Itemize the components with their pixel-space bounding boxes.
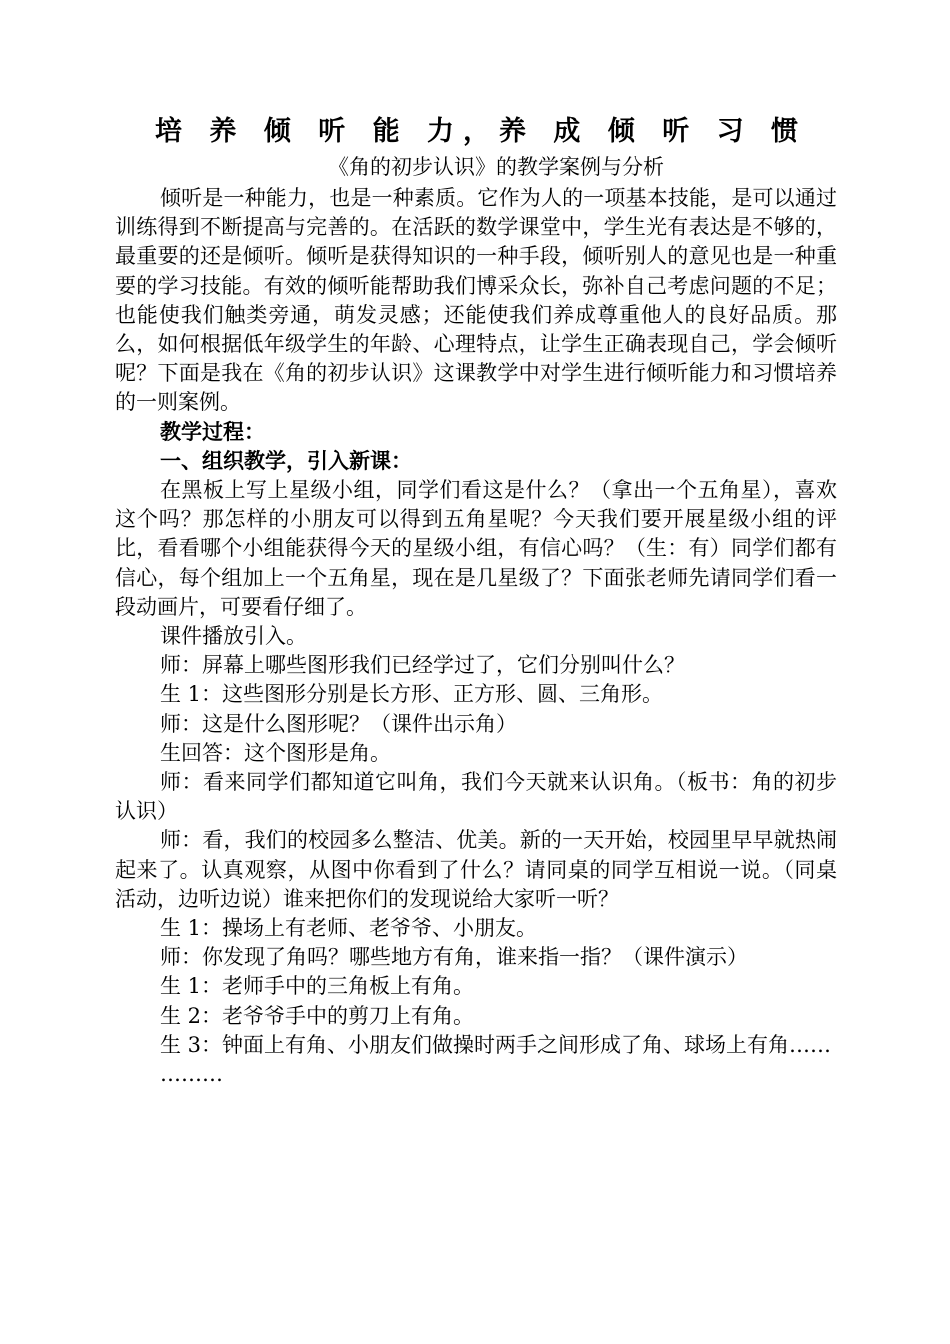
section-heading: 教学过程： <box>160 419 265 444</box>
dialogue-line: 生 1：这些图形分别是长方形、正方形、圆、三角形。 <box>160 682 664 707</box>
step-heading: 一、组织教学，引入新课： <box>160 448 412 473</box>
dialogue-line: 生 3：钟面上有角、小朋友们做操时两手之间形成了角、球场上有角…… <box>160 1032 832 1057</box>
document-subtitle: 《角的初步认识》的教学案例与分析 <box>328 155 664 179</box>
dialogue-line: 生 2：老爷爷手中的剪刀上有角。 <box>160 1003 475 1028</box>
dialogue-line: 师：你发现了角吗？哪些地方有角，谁来指一指？（课件演示） <box>160 945 748 970</box>
paragraph-courseware: 课件播放引入。 <box>160 624 307 649</box>
dialogue-line: 师：这是什么图形呢？（课件出示角） <box>160 711 517 736</box>
dialogue-line: 生 1：操场上有老师、老爷爷、小朋友。 <box>160 916 538 941</box>
dialogue-line: 师：看，我们的校园多么整洁、优美。新的一天开始，校园里早早就热闹起来了。认真观察，从图中你看到了什么？请同桌的同学互相说一说。（同桌活动，边听边说）谁来把你们的发现说给大家听一听？ <box>115 828 837 911</box>
ellipsis-line: ……… <box>160 1062 223 1087</box>
document-body <box>115 184 837 1089</box>
dialogue-line: 生 1：老师手中的三角板上有角。 <box>160 974 475 999</box>
dialogue-line: 师：屏幕上哪些图形我们已经学过了，它们分别叫什么？ <box>160 653 685 678</box>
dialogue-line: 师：看来同学们都知道它叫角，我们今天就来认识角。（板书：角的初步认识） <box>115 770 837 824</box>
paragraph-star-group: 在黑板上写上星级小组，同学们看这是什么？（拿出一个五角星），喜欢这个吗？那怎样的小朋友可以得到五角星呢？今天我们要开展星级小组的评比，看看哪个小组能获得今天的星级小组，有信心吗？（生：有）同学们都有信心，每个组加上一个五角星，现在是几星级了？下面张老师先请同学们看一段动画片，可要看仔细了。 <box>115 478 837 619</box>
dialogue-line: 生回答：这个图形是角。 <box>160 740 391 765</box>
document-title: 培 养 倾 听 能 力，养 成 倾 听 习 惯 <box>155 116 807 147</box>
intro-paragraph: 倾听是一种能力，也是一种素质。它作为人的一项基本技能，是可以通过训练得到不断提高与完善的。在活跃的数学课堂中，学生光有表达是不够的，最重要的还是倾听。倾听是获得知识的一种手段，倾听别人的意见也是一种重要的学习技能。有效的倾听能帮助我们博采众长，弥补自己考虑问题的不足；也能使我们触类旁通，萌发灵感；还能使我们养成尊重他人的良好品质。那么，如何根据低年级学生的年龄、心理特点，让学生正确表现自己，学会倾听呢？下面是我在《角的初步认识》这课教学中对学生进行倾听能力和习惯培养的一则案例。 <box>115 186 837 415</box>
document-page <box>115 112 837 1089</box>
